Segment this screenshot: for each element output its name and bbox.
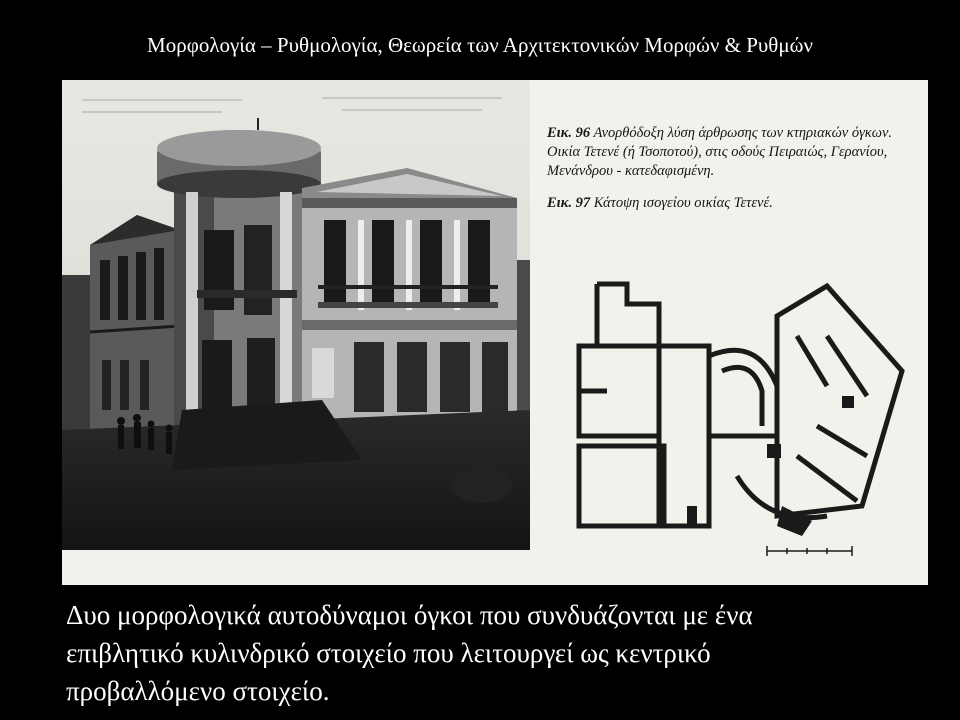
caption-97-text: Κάτοψη ισογείου οικίας Τετενέ. — [593, 195, 773, 211]
body-line-2: επιβλητικό κυλινδρικό στοιχείο που λειτουργεί ως κεντρικό — [66, 638, 711, 668]
caption-96-text: Ανορθόδοξη λύση άρθρωσης των κτηριακών όγκων. Οικία Τετενέ (ή Τσοποτού), στις οδούς Πειραιώς, Γερανίου, Μενάνδρου - κατεδαφισμένη. — [547, 125, 893, 179]
caption-96 — [547, 124, 927, 181]
caption-97 — [547, 194, 927, 213]
figure-caption — [547, 124, 927, 226]
slide-body-text — [66, 596, 946, 710]
slide-title: Μορφολογία – Ρυθμολογία, Θεωρεία των Αρχιτεκτονικών Μορφών & Ρυθμών — [147, 33, 813, 57]
scanned-page — [62, 80, 928, 585]
floor-plan-drawing — [567, 276, 912, 576]
body-line-3: προβαλλόμενο στοιχείο. — [66, 676, 330, 706]
caption-96-label: Εικ. 96 — [547, 125, 591, 141]
building-photo — [62, 80, 530, 550]
body-line-1: Δυο μορφολογικά αυτοδύναμοι όγκοι που συνδυάζονται με ένα — [66, 600, 753, 630]
caption-97-label: Εικ. 97 — [547, 195, 591, 211]
